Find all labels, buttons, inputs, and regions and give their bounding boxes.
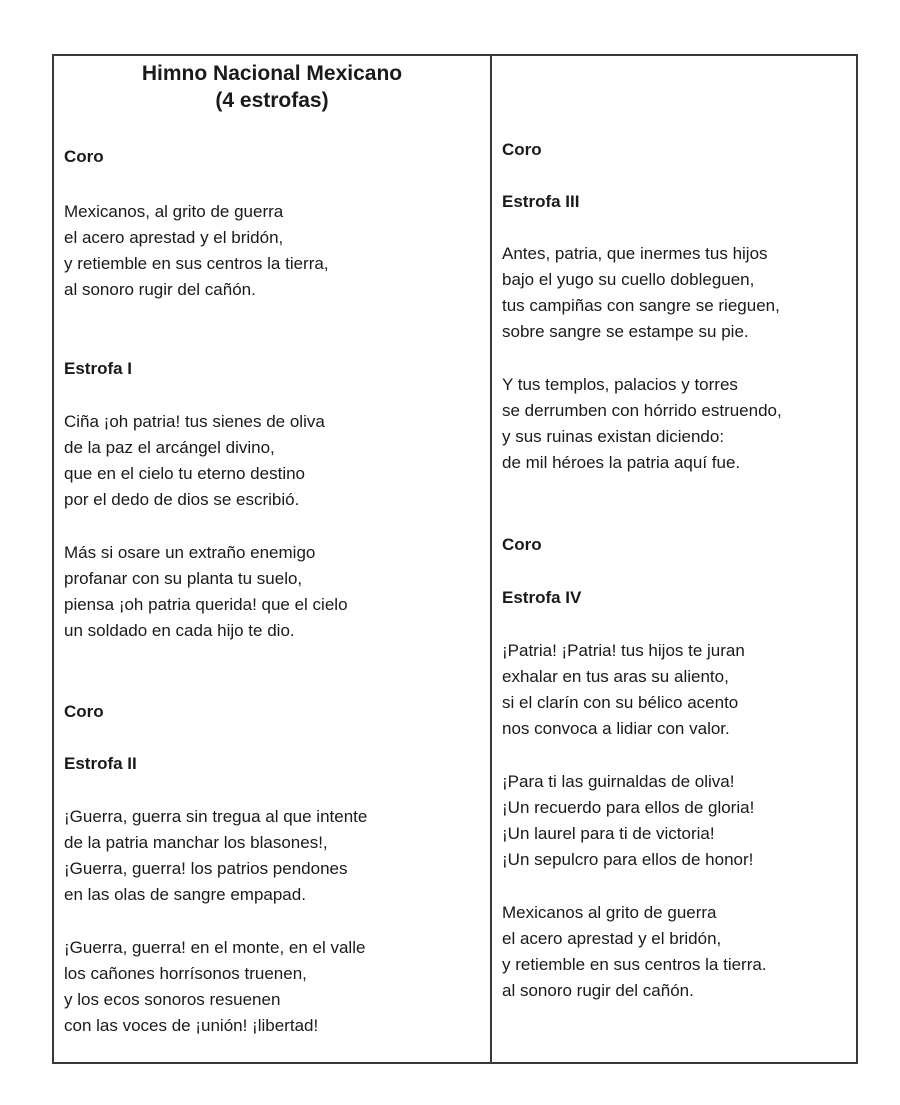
verse-line: Antes, patria, que inermes tus hijos [502,244,768,263]
document-title: Himno Nacional Mexicano [141,62,403,85]
verse-line: el acero aprestad y el bridón, [64,228,284,247]
verse-line: ¡Patria! ¡Patria! tus hijos te juran [502,641,745,660]
stanza-estrofa-2b [64,935,365,1039]
right-column [492,56,856,1062]
stanza-estrofa-4b [502,769,754,873]
verse-line: piensa ¡oh patria querida! que el cielo [64,595,348,614]
stanza-coro-final [502,900,767,1004]
verse-line: Mexicanos, al grito de guerra [64,202,284,221]
verse-line: un soldado en cada hijo te dio. [64,621,295,640]
verse-line: si el clarín con su bélico acento [502,693,739,712]
verse-line: tus campiñas con sangre se rieguen, [502,296,780,315]
verse-line: Más si osare un extraño enemigo [64,543,316,562]
verse-line: ¡Un laurel para ti de victoria! [502,824,715,843]
verse-line: de la patria manchar los blasones!, [64,833,328,852]
heading-coro-2: Coro [64,702,104,721]
stanza-estrofa-1a [64,409,325,513]
heading-estrofa-4: Estrofa IV [502,588,582,607]
verse-line: exhalar en tus aras su aliento, [502,667,729,686]
verse-line: que en el cielo tu eterno destino [64,464,306,483]
verse-line: de la paz el arcángel divino, [64,438,275,457]
left-column [54,56,492,1062]
stanza-estrofa-4a [502,638,745,742]
verse-line: y los ecos sonoros resuenen [64,990,281,1009]
heading-coro-3: Coro [502,140,542,159]
verse-line: el acero aprestad y el bridón, [502,929,722,948]
verse-line: se derrumben con hórrido estruendo, [502,401,782,420]
verse-line: ¡Para ti las guirnaldas de oliva! [502,772,735,791]
stanza-estrofa-3b [502,372,782,476]
verse-line: sobre sangre se estampe su pie. [502,322,749,341]
verse-line: nos convoca a lidiar con valor. [502,719,730,738]
heading-coro-1: Coro [64,147,104,166]
heading-estrofa-1: Estrofa I [64,359,133,378]
verse-line: ¡Guerra, guerra sin tregua al que intente [64,807,368,826]
verse-line: y retiemble en sus centros la tierra. [502,955,767,974]
verse-line: ¡Guerra, guerra! los patrios pendones [64,859,348,878]
verse-line: los cañones horrísonos truenen, [64,964,307,983]
verse-line: con las voces de ¡unión! ¡libertad! [64,1016,319,1035]
heading-estrofa-3: Estrofa III [502,192,580,211]
verse-line: Ciña ¡oh patria! tus sienes de oliva [64,412,325,431]
verse-line: profanar con su planta tu suelo, [64,569,303,588]
verse-line: de mil héroes la patria aquí fue. [502,453,741,472]
document-subtitle: (4 estrofas) [215,89,329,112]
verse-line: bajo el yugo su cuello dobleguen, [502,270,755,289]
verse-line: Mexicanos al grito de guerra [502,903,717,922]
verse-line: ¡Un sepulcro para ellos de honor! [502,850,754,869]
verse-line: ¡Guerra, guerra! en el monte, en el valle [64,938,366,957]
verse-line: ¡Un recuerdo para ellos de gloria! [502,798,755,817]
anthem-table [52,54,858,1064]
stanza-estrofa-2a [64,804,367,908]
verse-line: y sus ruinas existan diciendo: [502,427,725,446]
stanza-estrofa-3a [502,241,780,345]
title-block [54,60,490,114]
verse-line: y retiemble en sus centros la tierra, [64,254,329,273]
stanza-estrofa-1b [64,540,348,644]
stanza-coro [64,199,329,303]
verse-line: al sonoro rugir del cañón. [64,280,256,299]
heading-estrofa-2: Estrofa II [64,754,137,773]
verse-line: Y tus templos, palacios y torres [502,375,738,394]
heading-coro-4: Coro [502,535,542,554]
verse-line: en las olas de sangre empapad. [64,885,306,904]
verse-line: al sonoro rugir del cañón. [502,981,694,1000]
verse-line: por el dedo de dios se escribió. [64,490,300,509]
